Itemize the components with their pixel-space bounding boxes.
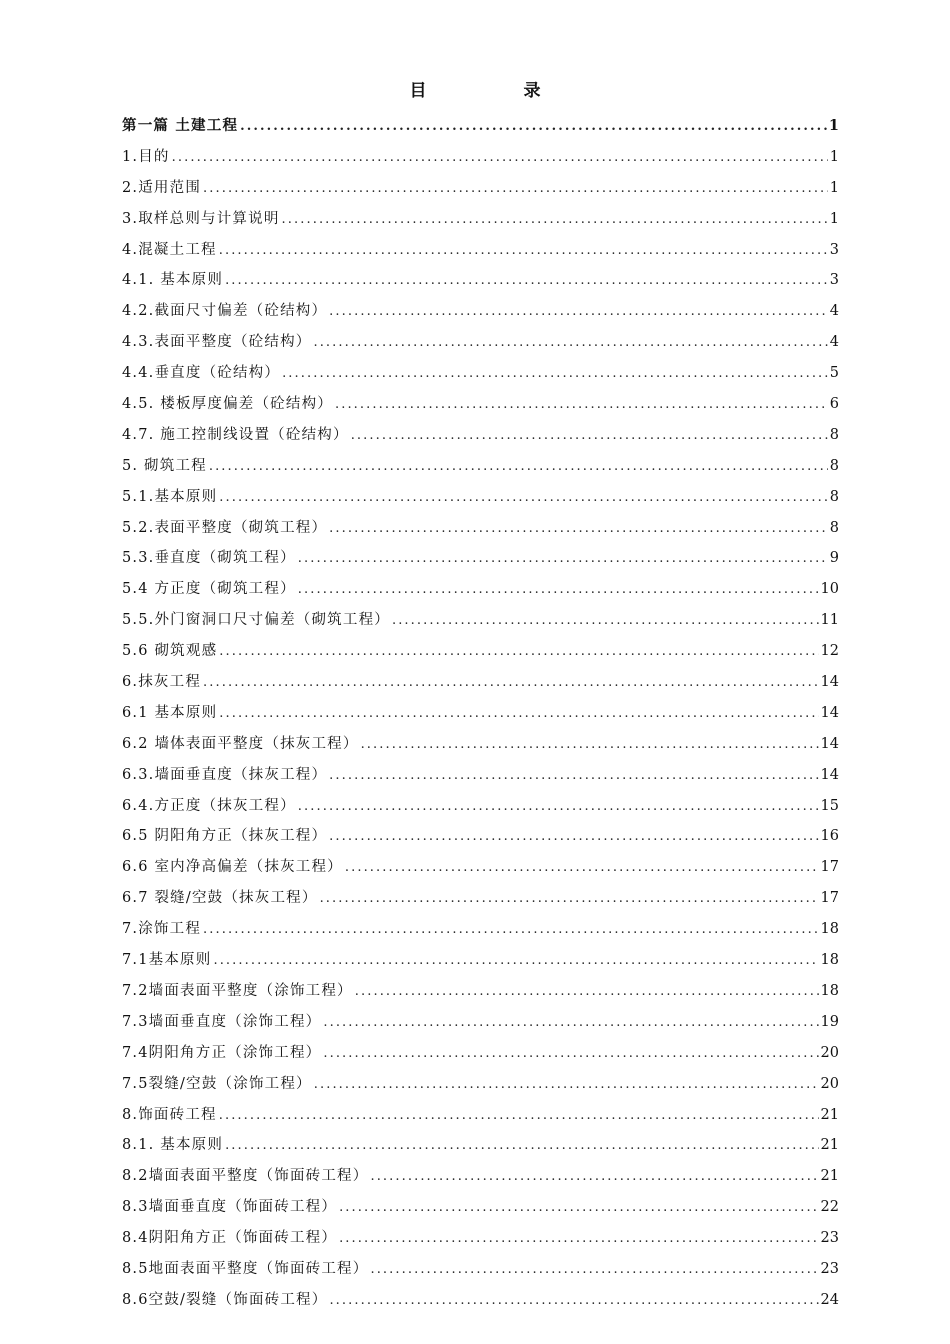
toc-entry[interactable] [122,605,839,636]
toc-entry-label: 6.抹灰工程 [122,674,202,691]
toc-entry-label: 6.7 裂缝/空鼓（抹灰工程） [122,890,318,907]
toc-entry[interactable] [122,173,839,204]
toc-entry-page-number: 8 [829,457,839,474]
toc-entry-page-number: 1 [829,179,839,196]
toc-entry[interactable] [122,976,839,1007]
toc-entry-page-number: 8 [829,519,839,536]
toc-entry-label: 4.7. 施工控制线设置（砼结构） [122,426,349,443]
toc-entry-page-number: 18 [820,921,839,938]
toc-dot-leader [370,1162,818,1192]
toc-entry-page-number: 20 [820,1044,839,1061]
toc-entry[interactable] [122,420,839,451]
toc-dot-leader [213,946,818,976]
toc-entry-page-number: 1 [829,148,839,165]
toc-entry-page-number: 18 [820,982,839,999]
toc-entry[interactable] [122,1254,839,1285]
toc-entry-label: 3.取样总则与计算说明 [122,210,280,227]
toc-entry-page-number: 12 [820,643,839,660]
toc-entry[interactable] [122,1192,839,1223]
toc-entry[interactable] [122,142,839,173]
toc-entry-label: 6.6 室内净高偏差（抹灰工程） [122,859,343,876]
toc-entry-label: 4.5. 楼板厚度偏差（砼结构） [122,396,333,413]
toc-entry[interactable] [122,698,839,729]
toc-entry-label: 6.5 阴阳角方正（抹灰工程） [122,828,328,845]
toc-entry-page-number: 18 [820,952,839,969]
toc-entry-page-number: 1 [829,210,839,227]
toc-entry-page-number: 19 [820,1013,839,1030]
toc-dot-leader [172,143,828,173]
toc-entry-page-number: 21 [820,1137,839,1154]
toc-entry[interactable] [122,636,839,667]
toc-entry[interactable] [122,235,839,266]
toc-entry-page-number: 15 [820,797,839,814]
toc-dot-leader [314,1070,819,1100]
toc-dot-leader [320,884,819,914]
toc-dot-leader [329,822,818,852]
toc-entry-label: 6.2 墙体表面平整度（抹灰工程） [122,735,359,752]
toc-entry[interactable] [122,852,839,883]
toc-entry-page-number: 14 [820,735,839,752]
toc-dot-leader [282,205,828,235]
toc-entry-page-number: 21 [820,1168,839,1185]
toc-entry[interactable] [122,265,839,296]
toc-entry-page-number: 8 [829,488,839,505]
toc-dot-leader [329,761,818,791]
toc-entry-label: 7.1基本原则 [122,952,212,969]
toc-entry[interactable] [122,760,839,791]
toc-entry-label: 8.3墙面垂直度（饰面砖工程） [122,1199,338,1216]
toc-dot-leader [345,853,819,883]
toc-entry-label: 6.4.方正度（抹灰工程） [122,797,296,814]
toc-dot-leader [219,483,827,513]
toc-entry[interactable] [122,389,839,420]
toc-entry-label: 5.5.外门窗洞口尺寸偏差（砌筑工程） [122,612,390,629]
toc-dot-leader [298,544,828,574]
toc-dot-leader [313,328,827,358]
toc-entry-label: 7.涂饰工程 [122,921,202,938]
toc-entry[interactable] [122,1007,839,1038]
toc-entry-label: 5.2.表面平整度（砌筑工程） [122,519,328,536]
toc-entry-label: 4.2.截面尺寸偏差（砼结构） [122,303,328,320]
toc-entry-label: 8.4阴阳角方正（饰面砖工程） [122,1230,338,1247]
toc-entry-page-number: 16 [820,828,839,845]
toc-entry-page-number: 23 [820,1260,839,1277]
toc-entry-label: 5.6 砌筑观感 [122,643,218,660]
toc-entry[interactable] [122,1161,839,1192]
toc-entry-label: 4.4.垂直度（砼结构） [122,365,281,382]
toc-entry-label: 8.饰面砖工程 [122,1106,217,1123]
toc-entry[interactable] [122,543,839,574]
toc-entry-page-number: 17 [820,890,839,907]
toc-entry-page-number: 6 [829,396,839,413]
toc-entry[interactable] [122,883,839,914]
toc-dot-leader [335,390,828,420]
toc-entry-label: 7.5裂缝/空鼓（涂饰工程） [122,1075,312,1092]
toc-entry-page-number: 4 [829,334,839,351]
toc-entry-label: 6.1 基本原则 [122,704,218,721]
toc-dot-leader [209,452,828,482]
toc-entry[interactable] [122,914,839,945]
toc-entry-label: 2.适用范围 [122,179,202,196]
table-of-contents [122,111,839,1316]
toc-entry[interactable] [122,821,839,852]
toc-entry-page-number: 1 [828,117,839,134]
toc-dot-leader [282,359,828,389]
toc-entry[interactable] [122,513,839,544]
toc-entry-label: 5.4 方正度（砌筑工程） [122,581,296,598]
toc-entry-label: 4.1. 基本原则 [122,272,224,289]
toc-entry[interactable] [122,1069,839,1100]
toc-entry-page-number: 21 [820,1106,839,1123]
toc-entry[interactable] [122,204,839,235]
toc-entry-page-number: 3 [829,241,839,258]
toc-dot-leader [203,174,828,204]
toc-entry[interactable] [122,1223,839,1254]
toc-entry[interactable] [122,729,839,760]
toc-entry-page-number: 3 [829,272,839,289]
toc-entry[interactable] [122,327,839,358]
toc-dot-leader [329,297,828,327]
toc-dot-leader [203,915,819,945]
toc-dot-leader [219,1101,819,1131]
toc-entry-label: 8.6空鼓/裂缝（饰面砖工程） [122,1291,328,1308]
toc-entry[interactable] [122,1100,839,1131]
toc-dot-leader [361,730,819,760]
toc-entry-page-number: 11 [820,612,839,629]
toc-entry-label: 7.3墙面垂直度（涂饰工程） [122,1013,322,1030]
toc-entry-label: 第一篇 土建工程 [122,117,239,134]
toc-dot-leader [329,1286,818,1316]
toc-dot-leader [355,977,819,1007]
toc-entry[interactable] [122,1038,839,1069]
toc-dot-leader [219,699,818,729]
toc-entry-label: 5.3.垂直度（砌筑工程） [122,550,296,567]
toc-entry-label: 7.2墙面表面平整度（涂饰工程） [122,982,353,999]
toc-entry[interactable] [122,1130,839,1161]
page-title: 目 录 [409,81,581,101]
toc-entry-page-number: 14 [820,704,839,721]
toc-entry-label: 5. 砌筑工程 [122,457,207,474]
toc-entry-label: 1.目的 [122,148,170,165]
toc-entry-label: 6.3.墙面垂直度（抹灰工程） [122,766,328,783]
toc-entry-label: 8.1. 基本原则 [122,1137,224,1154]
toc-entry[interactable] [122,358,839,389]
toc-dot-leader [219,637,818,667]
toc-dot-leader [225,266,828,296]
toc-entry-page-number: 14 [820,674,839,691]
toc-dot-leader [323,1008,818,1038]
toc-dot-leader [225,1131,818,1161]
toc-entry-page-number: 17 [820,859,839,876]
toc-entry[interactable] [122,945,839,976]
toc-entry[interactable] [122,1285,839,1316]
toc-dot-leader [329,514,828,544]
toc-entry-page-number: 4 [829,303,839,320]
toc-dot-leader [392,606,819,636]
toc-dot-leader [370,1255,818,1285]
toc-entry[interactable] [122,574,839,605]
toc-dot-leader [339,1193,818,1223]
toc-entry-page-number: 24 [820,1291,839,1308]
toc-dot-leader [323,1039,818,1069]
toc-dot-leader [298,575,819,605]
toc-entry-page-number: 10 [820,581,839,598]
toc-entry[interactable] [122,791,839,822]
toc-dot-leader [298,792,819,822]
toc-entry-label: 8.5地面表面平整度（饰面砖工程） [122,1260,369,1277]
toc-entry-label: 4.3.表面平整度（砼结构） [122,334,312,351]
toc-entry-label: 8.2墙面表面平整度（饰面砖工程） [122,1168,369,1185]
toc-entry-page-number: 8 [829,426,839,443]
toc-dot-leader [351,421,828,451]
toc-entry-page-number: 14 [820,766,839,783]
toc-entry[interactable] [122,667,839,698]
toc-entry[interactable] [122,451,839,482]
toc-entry[interactable] [122,296,839,327]
toc-entry-page-number: 20 [820,1075,839,1092]
toc-entry-page-number: 22 [820,1199,839,1216]
toc-entry-page-number: 5 [829,365,839,382]
toc-dot-leader [203,668,819,698]
toc-entry-label: 5.1.基本原则 [122,488,218,505]
toc-entry-label: 4.混凝土工程 [122,241,217,258]
toc-dot-leader [219,236,828,266]
toc-entry-page-number: 9 [829,550,839,567]
toc-entry[interactable] [122,111,839,142]
toc-dot-leader [240,112,827,142]
toc-dot-leader [339,1224,818,1254]
toc-entry-label: 7.4阴阳角方正（涂饰工程） [122,1044,322,1061]
toc-entry[interactable] [122,482,839,513]
toc-entry-page-number: 23 [820,1230,839,1247]
